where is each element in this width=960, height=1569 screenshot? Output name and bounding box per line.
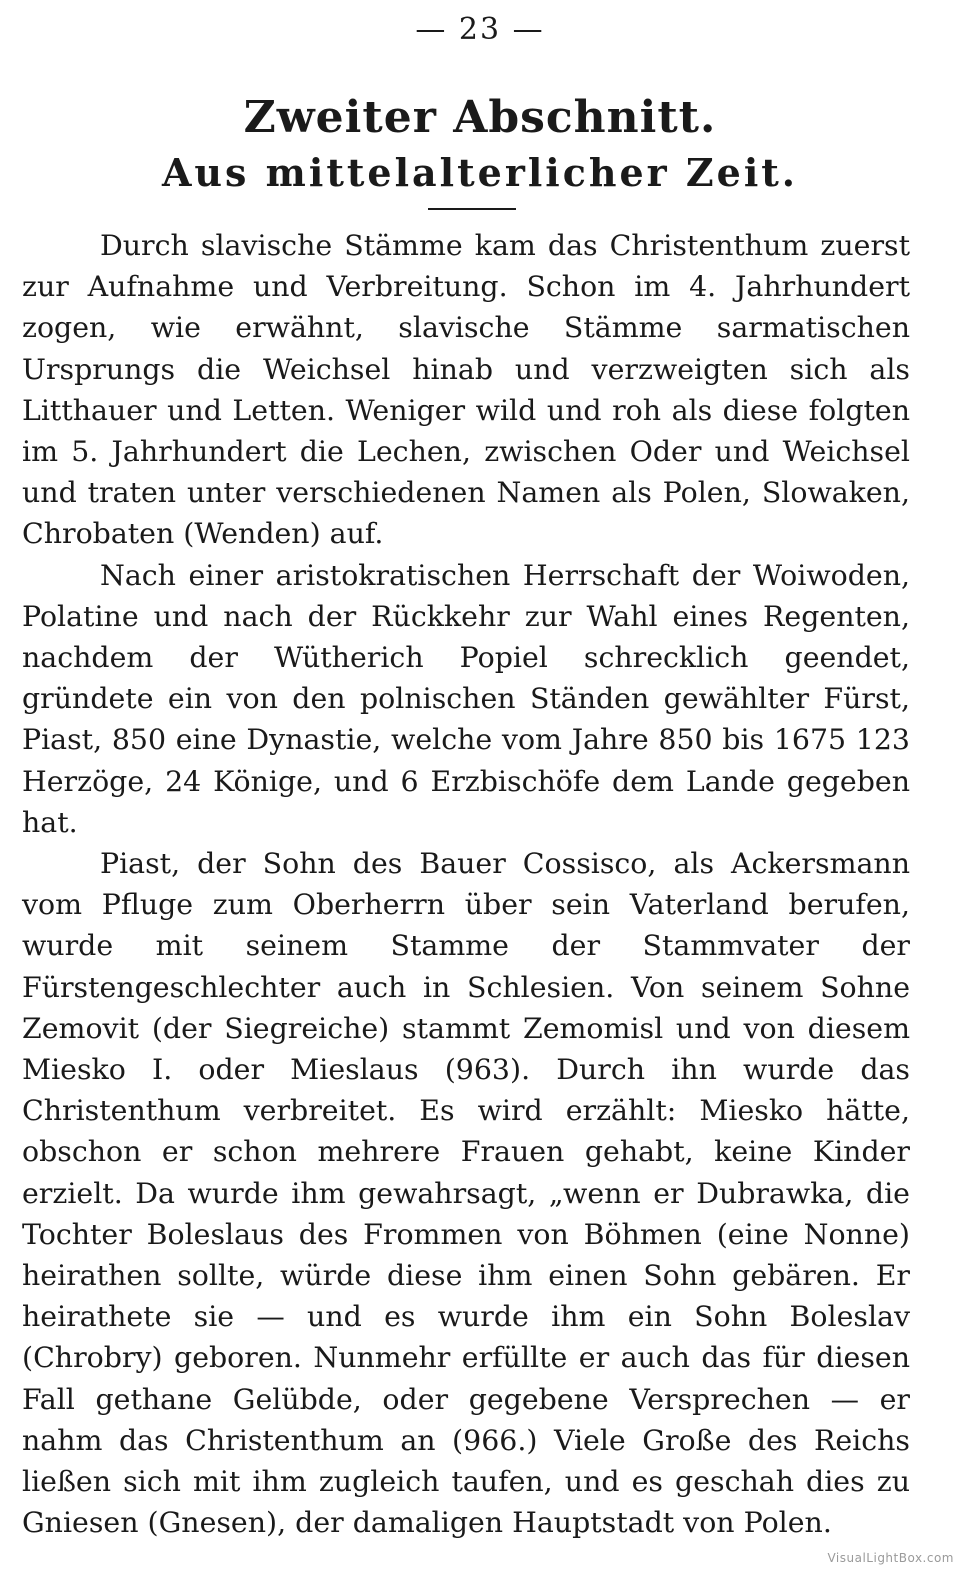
section-title: Zweiter Abschnitt.	[243, 92, 717, 143]
page-number: — 23 —	[415, 12, 545, 47]
body-text	[22, 225, 910, 1544]
section-subtitle: Aus mittelalterlicher Zeit.	[161, 150, 799, 195]
paragraph-2: Nach einer aristokratischen Herrschaft der Woiwoden, Polatine und nach der Rückkehr zur Wahl eines Regenten, nachdem der Wütherich Popiel schrecklich geendet, gründete ein von den polnischen Ständen gewählter Fürst, Piast, 850 eine Dynastie, welche vom Jahre 850 bis 1675 123 Herzöge, 24 Könige, und 6 Erzbischöfe dem Lande gegeben hat.	[22, 558, 910, 839]
title-divider	[428, 208, 516, 210]
paragraph-1: Durch slavische Stämme kam das Christenthum zuerst zur Aufnahme und Verbreitung. Schon im 4. Jahrhundert zogen, wie erwähnt, slavische Stämme sarmatischen Ursprungs die Weichsel hinab und verzweigten sich als Litthauer und Letten. Weniger wild und roh als diese folgten im 5. Jahrhundert die Lechen, zwischen Oder und Weichsel und traten unter verschiedenen Namen als Polen, Slowaken, Chrobaten (Wenden) auf.	[22, 229, 910, 551]
watermark: VisualLightBox.com	[827, 1551, 954, 1565]
paragraph-3: Piast, der Sohn des Bauer Cossisco, als Ackersmann vom Pfluge zum Oberherrn über sein Vaterland berufen, wurde mit seinem Stamme der Stammvater der Fürstengeschlechter auch in Schlesien. Von seinem Sohne Zemovit (der Siegreiche) stammt Zemomisl und von diesem Miesko I. oder Mieslaus (963). Durch ihn wurde das Christenthum verbreitet. Es wird erzählt: Miesko hätte, obschon er schon mehrere Frauen gehabt, keine Kinder erzielt. Da wurde ihm gewahrsagt, „wenn er Dubrawka, die Tochter Boleslaus des Frommen von Böhmen (eine Nonne) heirathen sollte, würde diese ihm einen Sohn gebären. Er heirathete sie — und es wurde ihm ein Sohn Boleslav (Chrobry) geboren. Nunmehr erfüllte er auch das für diesen Fall gethane Gelübde, oder gegebene Versprechen — er nahm das Christenthum an (966.) Viele Große des Reichs ließen sich mit ihm zugleich taufen, und es geschah dies zu Gniesen (Gnesen), der damaligen Hauptstadt von Polen.	[22, 847, 910, 1540]
